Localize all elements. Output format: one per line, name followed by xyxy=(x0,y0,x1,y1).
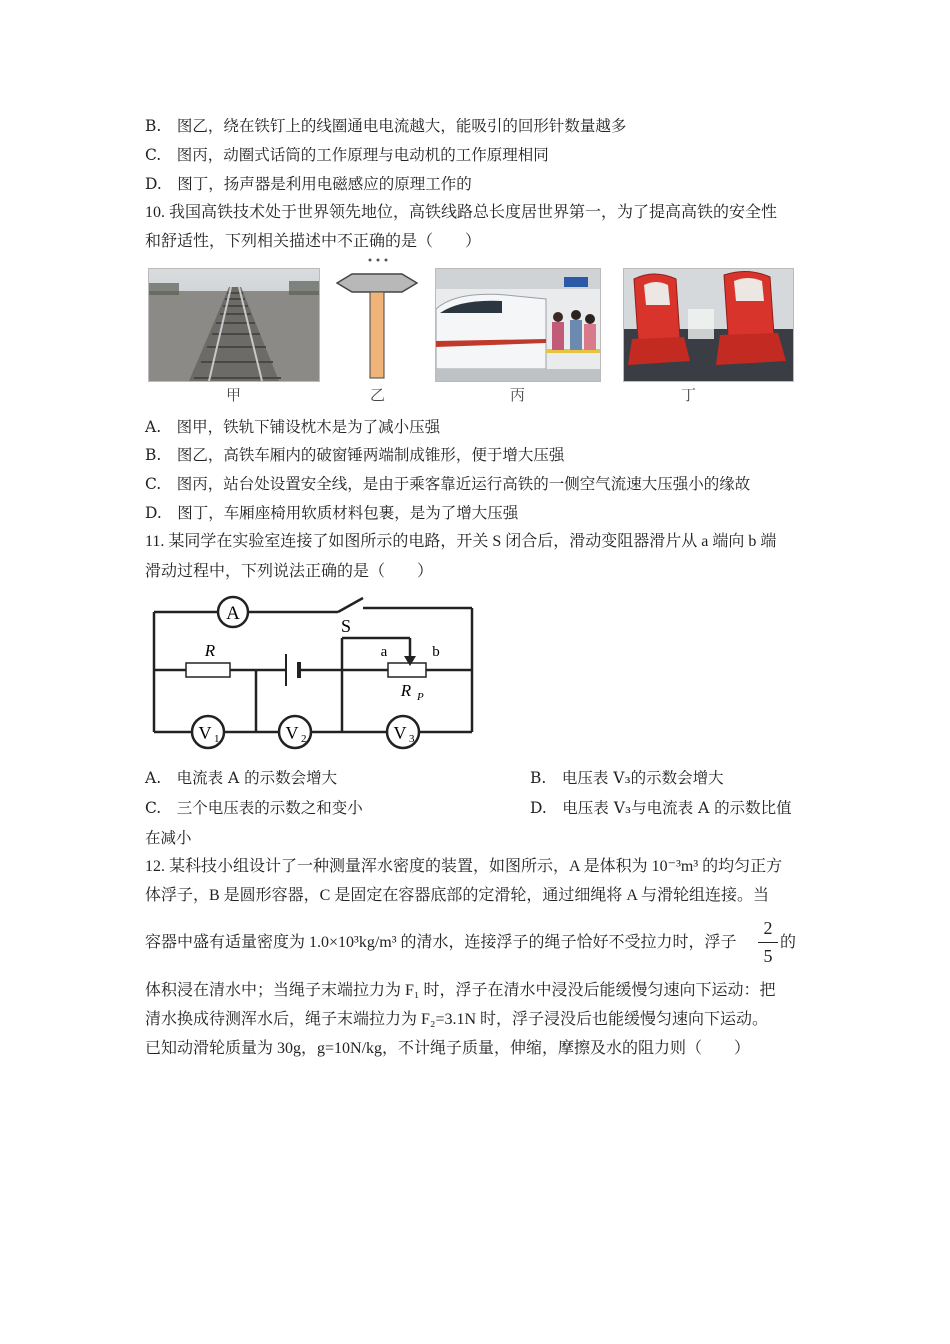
voltmeter-v2-subscript: 2 xyxy=(301,733,307,745)
caption-jia: 甲 xyxy=(226,386,242,404)
q11-option-b: B. 电压表 V₃的示数会增大 xyxy=(530,769,724,787)
q9-option-d: D. 图丁，扬声器是利用电磁感应的原理工作的 xyxy=(145,175,472,193)
q12-line4: 体积浸在清水中；当绳子末端拉力为 F₁ 时，浮子在清水中浸没后能缓慢匀速向下运动：把 xyxy=(145,982,776,999)
q10-option-b: B. 图乙，高铁车厢内的破窗锤两端制成锥形，便于增大压强 xyxy=(145,446,565,464)
q12-line3-end: 的 xyxy=(780,934,797,951)
caption-yi: 乙 xyxy=(370,386,386,404)
voltmeter-v1-subscript: 1 xyxy=(214,733,220,745)
q12-line6: 已知动滑轮质量为 30g，g=10N/kg，不计绳子质量，伸缩，摩擦及水的阻力则（ ） xyxy=(145,1040,751,1057)
q12-line2: 体浮子，B 是圆形容器，C 是固定在容器底部的定滑轮，通过细绳将 A 与滑轮组连接。当 xyxy=(145,887,770,904)
hammer-image xyxy=(336,258,418,382)
caption-bing: 丙 xyxy=(510,386,526,404)
caption-ding: 丁 xyxy=(681,386,697,404)
circuit-diagram xyxy=(148,592,478,752)
voltmeter-v2-label: V xyxy=(285,723,299,743)
switch-label: S xyxy=(340,616,352,636)
fraction-two-fifths xyxy=(758,918,778,967)
voltmeter-v1-label: V xyxy=(198,723,212,743)
rheostat-label: R xyxy=(400,681,412,700)
q11-option-c: C. 三个电压表的示数之和变小 xyxy=(145,799,363,817)
q9-option-b: B. 图乙，绕在铁钉上的线圈通电电流越大，能吸引的回形针数量越多 xyxy=(145,117,627,135)
train-platform-image xyxy=(435,268,601,382)
voltmeter-v3-label: V xyxy=(393,723,407,743)
fraction-numerator: 2 xyxy=(763,918,773,938)
q10-option-a: A. 图甲，铁轨下铺设枕木是为了减小压强 xyxy=(145,418,441,436)
q9-option-c: C. 图丙，动圈式话筒的工作原理与电动机的工作原理相同 xyxy=(145,146,549,164)
ammeter-label: A xyxy=(226,603,240,624)
rail-track-image xyxy=(148,268,320,382)
q10-option-c: C. 图丙，站台处设置安全线，是由于乘客靠近运行高铁的一侧空气流速大压强小的缘故 xyxy=(145,475,751,493)
fraction-denominator: 5 xyxy=(763,946,773,966)
q11-option-a: A. 电流表 A 的示数会增大 xyxy=(145,769,338,787)
rheostat-end-a: a xyxy=(380,644,388,660)
train-seats-image xyxy=(623,268,794,382)
voltmeter-v3-subscript: 3 xyxy=(409,733,415,745)
q11-stem-line2: 滑动过程中，下列说法正确的是（ ） xyxy=(145,563,434,580)
q12-line1: 12. 某科技小组设计了一种测量浑水密度的装置，如图所示，A 是体积为 10⁻³m³ 的均匀正方 xyxy=(145,858,783,875)
q10-stem-line2: 和舒适性，下列相关描述中不正确的是（ ） xyxy=(145,233,482,250)
rheostat-subscript: P xyxy=(417,691,424,703)
q12-line5: 清水换成待测浑水后，绳子末端拉力为 F₂=3.1N 时，浮子浸没后也能缓慢匀速向下运动。 xyxy=(145,1011,769,1028)
q12-line3: 容器中盛有适量密度为 1.0×10³kg/m³ 的清水，连接浮子的绳子恰好不受拉力时，浮子 xyxy=(145,934,737,951)
q11-option-d-continued: 在减小 xyxy=(145,829,192,847)
q10-option-d: D. 图丁，车厢座椅用软质材料包裹，是为了增大压强 xyxy=(145,504,519,522)
q11-option-d: D. 电压表 V₃与电流表 A 的示数比值 xyxy=(530,799,792,817)
resistor-label: R xyxy=(204,641,216,660)
rheostat-end-b: b xyxy=(432,644,440,660)
q11-stem-line1: 11. 某同学在实验室连接了如图所示的电路，开关 S 闭合后，滑动变阻器滑片从 a 端向 b 端 xyxy=(145,533,777,550)
q10-stem-line1: 10. 我国高铁技术处于世界领先地位，高铁线路总长度居世界第一，为了提高高铁的安全性 xyxy=(145,204,778,221)
